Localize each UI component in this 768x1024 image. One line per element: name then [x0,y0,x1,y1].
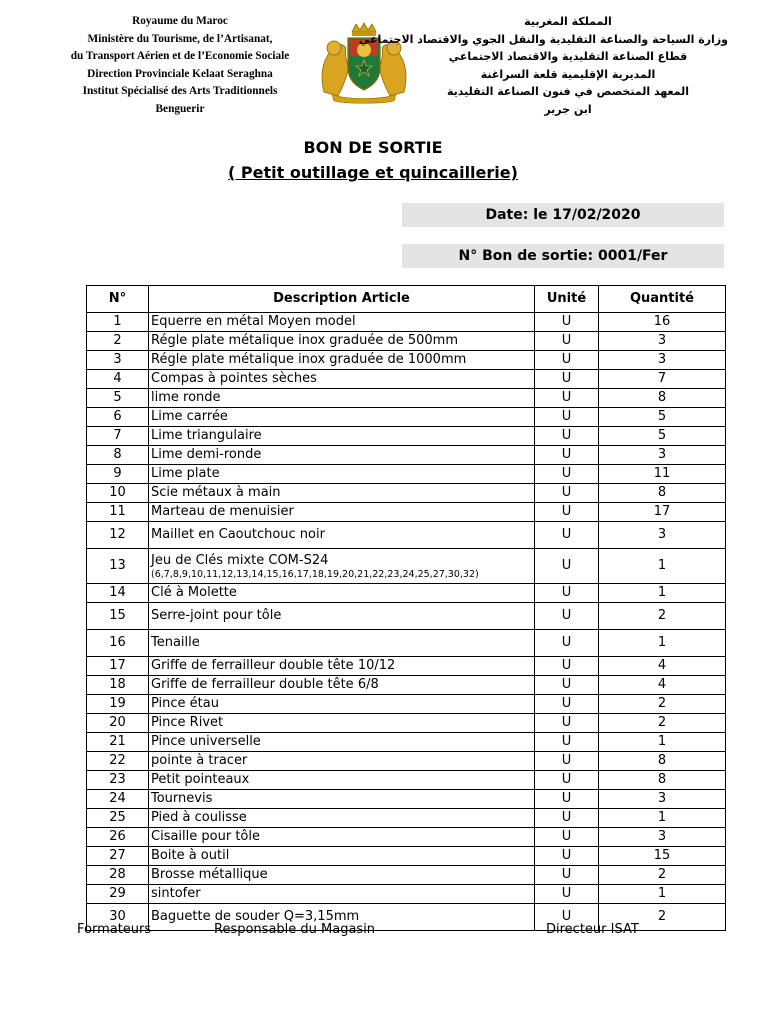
row-quantity: 1 [599,885,726,904]
row-description-text: Pince Rivet [151,715,224,730]
row-quantity: 1 [599,630,726,657]
row-number: 16 [87,630,149,657]
header-french [60,13,300,119]
row-unit: U [535,630,599,657]
row-quantity: 1 [599,584,726,603]
row-number: 8 [87,446,149,465]
row-description [149,503,535,522]
row-quantity: 16 [599,313,726,332]
table-row [87,809,726,828]
header-fr-line: Royaume du Maroc [132,15,228,27]
row-quantity: 3 [599,790,726,809]
row-number: 27 [87,847,149,866]
row-unit: U [535,313,599,332]
row-quantity: 8 [599,771,726,790]
row-description [149,465,535,484]
header-number: N° [87,286,149,313]
row-quantity: 4 [599,657,726,676]
row-quantity: 7 [599,370,726,389]
row-description-text: Tournevis [151,791,213,806]
signature-trainers: Formateurs [77,922,152,937]
row-description [149,522,535,549]
table-row [87,885,726,904]
row-description-text: lime ronde [151,390,221,405]
table-row [87,584,726,603]
row-description [149,714,535,733]
row-description [149,790,535,809]
row-description [149,549,535,584]
row-number: 18 [87,676,149,695]
row-unit: U [535,904,599,931]
row-unit: U [535,828,599,847]
header-quantity: Quantité [599,286,726,313]
signature-store-manager: Responsable du Magasin [214,922,376,937]
header-fr-line: Direction Provinciale Kelaat Seraghna [87,67,273,80]
row-description [149,695,535,714]
row-description-text: Compas à pointes sèches [151,371,317,386]
table-row [87,752,726,771]
table-row [87,465,726,484]
row-description-text: Cisaille pour tôle [151,829,260,844]
row-description-text: Equerre en métal Moyen model [151,314,356,329]
row-unit: U [535,408,599,427]
row-description-text: Régle plate métalique inox graduée de 1000mm [151,352,467,367]
table-row [87,847,726,866]
row-description [149,584,535,603]
row-unit: U [535,351,599,370]
row-number: 6 [87,408,149,427]
row-quantity: 8 [599,752,726,771]
row-description-text: Maillet en Caoutchouc noir [151,527,325,542]
row-number: 13 [87,549,149,584]
row-number: 19 [87,695,149,714]
row-description-text: Pied à coulisse [151,810,247,825]
row-description-text: Lime plate [151,466,220,481]
document-title: BON DE SORTIE [303,138,443,157]
row-quantity: 11 [599,465,726,484]
table-row [87,714,726,733]
row-unit: U [535,427,599,446]
row-description-text: Tenaille [151,635,200,650]
row-description-text: Lime triangulaire [151,428,262,443]
row-number: 14 [87,584,149,603]
row-number: 22 [87,752,149,771]
row-number: 3 [87,351,149,370]
table-row [87,828,726,847]
row-description-text: Petit pointeaux [151,772,250,787]
header-ar-line: وزارة السياحة والصناعة التقليدية والنقل الجوي والاقتصاد الاجتماعي [358,32,728,46]
row-description [149,657,535,676]
row-description [149,484,535,503]
header-unit: Unité [535,286,599,313]
row-number: 11 [87,503,149,522]
header-fr-line: du Transport Aérien et de l’Economie Sociale [70,50,290,63]
row-unit: U [535,714,599,733]
row-quantity: 2 [599,866,726,885]
row-number: 4 [87,370,149,389]
row-description [149,446,535,465]
row-quantity: 3 [599,351,726,370]
row-quantity: 2 [599,603,726,630]
header-fr-line: Benguerir [155,102,205,115]
row-unit: U [535,885,599,904]
row-quantity: 17 [599,503,726,522]
row-description [149,885,535,904]
table-row [87,446,726,465]
row-number: 29 [87,885,149,904]
row-description-text: Griffe de ferrailleur double tête 6/8 [151,677,379,692]
row-number: 20 [87,714,149,733]
row-unit: U [535,847,599,866]
row-description [149,828,535,847]
row-quantity: 8 [599,484,726,503]
row-number: 25 [87,809,149,828]
row-quantity: 2 [599,904,726,931]
row-unit: U [535,332,599,351]
row-number: 2 [87,332,149,351]
table-row [87,549,726,584]
row-description-text: Régle plate métalique inox graduée de 500mm [151,333,459,348]
table-row [87,313,726,332]
row-unit: U [535,809,599,828]
row-quantity: 3 [599,828,726,847]
row-unit: U [535,584,599,603]
row-description [149,332,535,351]
signature-director: Directeur ISAT [546,922,639,937]
table-row [87,630,726,657]
row-description-text: Griffe de ferrailleur double tête 10/12 [151,658,396,673]
row-description-text: Marteau de menuisier [151,504,294,519]
document-subtitle: ( Petit outillage et quincaillerie) [228,163,518,182]
row-quantity: 1 [599,733,726,752]
table-row [87,503,726,522]
row-number: 12 [87,522,149,549]
header-ar-line: ابن جرير [544,102,592,116]
row-quantity: 2 [599,695,726,714]
row-description [149,676,535,695]
row-unit: U [535,733,599,752]
row-unit: U [535,549,599,584]
row-description [149,427,535,446]
row-number: 15 [87,603,149,630]
row-unit: U [535,676,599,695]
row-quantity: 15 [599,847,726,866]
row-number: 9 [87,465,149,484]
table-row [87,866,726,885]
row-unit: U [535,866,599,885]
row-description [149,866,535,885]
row-description-text: Serre-joint pour tôle [151,608,282,623]
table-row [87,790,726,809]
row-description [149,351,535,370]
row-description-text: Lime demi-ronde [151,447,262,462]
table-row [87,771,726,790]
row-description-text: sintofer [151,886,201,901]
row-unit: U [535,370,599,389]
table-row [87,695,726,714]
row-quantity: 3 [599,446,726,465]
row-description [149,752,535,771]
row-description [149,771,535,790]
row-unit: U [535,695,599,714]
header-description: Description Article [149,286,535,313]
row-number: 30 [87,904,149,931]
row-quantity: 3 [599,522,726,549]
row-description-text: Pince universelle [151,734,261,749]
row-unit: U [535,446,599,465]
row-quantity: 8 [599,389,726,408]
header-fr-line: Institut Spécialisé des Arts Traditionnels [82,85,278,98]
table-row [87,332,726,351]
header-ar-line: المديرية الإقليمية قلعة السراغنة [480,67,656,81]
row-unit: U [535,503,599,522]
table-row [87,484,726,503]
header-fr-line: Ministère du Tourisme, de l’Artisanat, [87,32,273,45]
row-description-text: Clé à Molette [151,585,237,600]
table-row [87,351,726,370]
row-unit: U [535,389,599,408]
table-row [87,657,726,676]
row-description-text: Lime carrée [151,409,228,424]
row-quantity: 5 [599,408,726,427]
row-number: 23 [87,771,149,790]
row-description [149,603,535,630]
table-row [87,427,726,446]
row-quantity: 5 [599,427,726,446]
row-number: 24 [87,790,149,809]
header-ar-line: المملكة المغربية [524,15,612,28]
row-description [149,370,535,389]
header-ar-line: قطاع الصناعة التقليدية والاقتصاد الاجتماعي [448,50,688,64]
items-table [86,285,726,931]
row-number: 10 [87,484,149,503]
header-ar-line: المعهد المتخصص في فنون الصناعة التقليدية [446,85,690,99]
row-quantity: 4 [599,676,726,695]
row-quantity: 1 [599,809,726,828]
row-description [149,389,535,408]
row-unit: U [535,465,599,484]
row-unit: U [535,752,599,771]
row-description [149,630,535,657]
table-row [87,370,726,389]
row-unit: U [535,771,599,790]
row-quantity: 2 [599,714,726,733]
row-unit: U [535,484,599,503]
row-number: 1 [87,313,149,332]
row-description-text: Brosse métallique [151,867,268,882]
row-description-text: Jeu de Clés mixte COM-S24 [151,552,329,568]
row-quantity: 1 [599,549,726,584]
row-description [149,847,535,866]
row-number: 7 [87,427,149,446]
row-description-detail: (6,7,8,9,10,11,12,13,14,15,16,17,18,19,20,21,22,23,24,25,27,30,32) [151,568,479,580]
row-number: 21 [87,733,149,752]
row-number: 5 [87,389,149,408]
row-number: 17 [87,657,149,676]
bon-number-box: N° Bon de sortie: 0001/Fer [402,244,724,268]
row-description-text: pointe à tracer [151,753,248,768]
row-description-text: Baguette de souder Q=3,15mm [151,909,360,924]
row-unit: U [535,603,599,630]
row-description-text: Scie métaux à main [151,485,281,500]
row-unit: U [535,522,599,549]
row-description [149,733,535,752]
table-row [87,408,726,427]
row-description [149,408,535,427]
table-row [87,603,726,630]
table-row [87,389,726,408]
date-box: Date: le 17/02/2020 [402,203,724,227]
row-description-text: Boite à outil [151,848,230,863]
row-description-text: Pince étau [151,696,219,711]
table-header-row [87,286,726,313]
row-unit: U [535,790,599,809]
header-arabic [358,13,728,119]
row-unit: U [535,657,599,676]
table-row [87,676,726,695]
row-quantity: 3 [599,332,726,351]
row-description [149,809,535,828]
table-row [87,733,726,752]
row-description [149,313,535,332]
row-number: 26 [87,828,149,847]
table-row [87,522,726,549]
row-number: 28 [87,866,149,885]
